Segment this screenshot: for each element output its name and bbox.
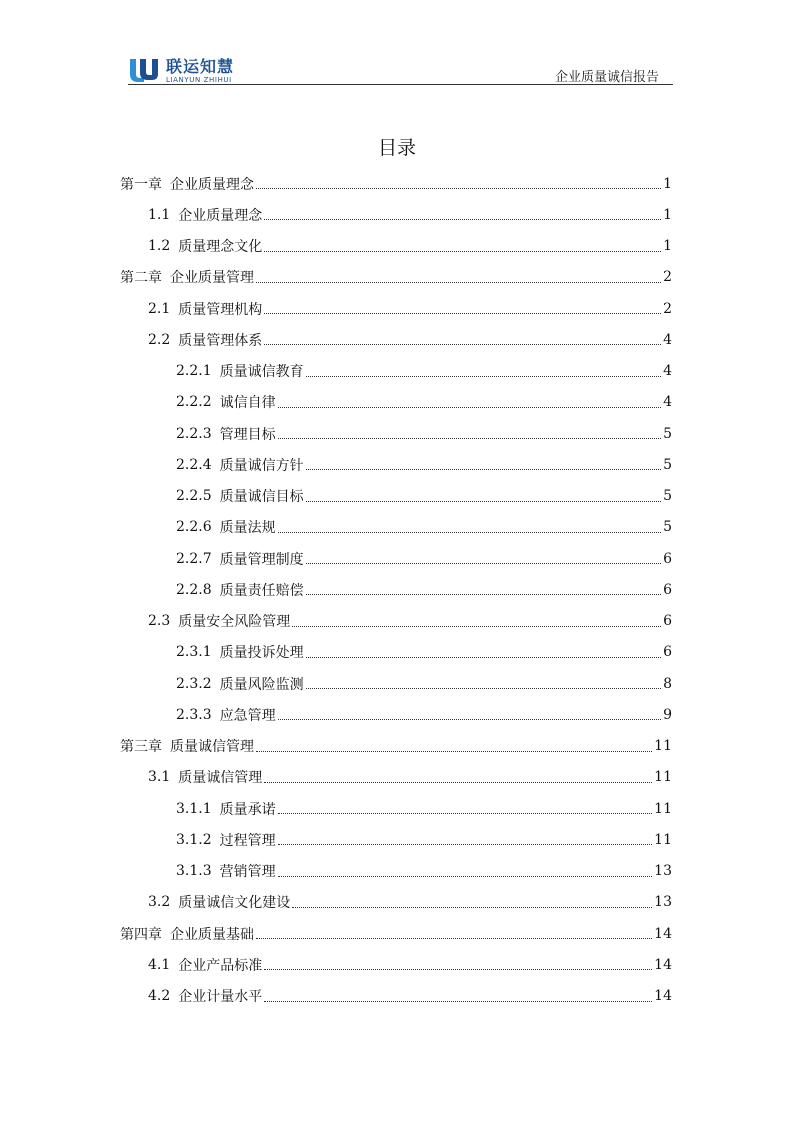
toc-entry[interactable] xyxy=(120,481,672,512)
toc-entry-number: 2.2.1 xyxy=(176,363,212,380)
toc-entry-label: 质量诚信文化建设 xyxy=(178,895,291,912)
toc-entry-page: 4 xyxy=(663,363,672,380)
toc-entry-number: 1.1 xyxy=(148,206,171,223)
toc-entry-label: 质量管理制度 xyxy=(219,551,304,568)
toc-dot-leader xyxy=(264,782,652,783)
toc-entry[interactable] xyxy=(120,324,672,355)
toc-entry-number: 2.2.4 xyxy=(176,456,212,473)
toc-entry-label: 企业质量基础 xyxy=(170,926,254,943)
toc-entry[interactable] xyxy=(120,887,672,918)
toc-dot-leader xyxy=(278,813,653,814)
toc-entry-page: 1 xyxy=(663,175,672,192)
toc-dot-leader xyxy=(292,907,652,908)
toc-entry-label: 过程管理 xyxy=(219,832,276,849)
toc-entry-page: 5 xyxy=(663,456,672,473)
toc-entry-page: 6 xyxy=(663,644,672,661)
toc-entry-page: 11 xyxy=(654,800,672,817)
toc-entry[interactable] xyxy=(120,981,672,1012)
page-header xyxy=(128,58,673,86)
toc-dot-leader xyxy=(264,313,661,314)
toc-entry[interactable] xyxy=(120,762,672,793)
toc-entry-page: 2 xyxy=(663,300,672,317)
toc-entry-page: 13 xyxy=(654,894,672,911)
logo-icon xyxy=(128,58,162,82)
toc-entry-page: 13 xyxy=(654,863,672,880)
toc-dot-leader xyxy=(278,438,661,439)
toc-entry-number: 第四章 xyxy=(120,926,162,943)
toc-entry-label: 质量承诺 xyxy=(219,801,276,818)
toc-entry[interactable] xyxy=(120,574,672,605)
toc-entry-label: 质量投诉处理 xyxy=(219,645,304,662)
toc-entry-label: 企业质量理念 xyxy=(178,207,263,224)
toc-entry-number: 2.2.6 xyxy=(176,519,212,536)
toc-entry-label: 诚信自律 xyxy=(219,395,276,412)
toc-entry[interactable] xyxy=(120,293,672,324)
toc-entry[interactable] xyxy=(120,512,672,543)
toc-entry-page: 5 xyxy=(663,488,672,505)
toc-dot-leader xyxy=(278,876,653,877)
toc-dot-leader xyxy=(306,469,661,470)
toc-entry-number: 3.1.3 xyxy=(176,863,212,880)
toc-dot-leader xyxy=(306,501,661,502)
toc-entry-label: 质量诚信目标 xyxy=(219,489,304,506)
toc-entry-page: 8 xyxy=(663,675,672,692)
toc-entry-page: 5 xyxy=(663,519,672,536)
toc-entry-page: 6 xyxy=(663,613,672,630)
toc-dot-leader xyxy=(292,626,661,627)
toc-dot-leader xyxy=(306,376,661,377)
toc-entry[interactable] xyxy=(120,231,672,262)
toc-entry[interactable] xyxy=(120,356,672,387)
toc-entry[interactable] xyxy=(120,387,672,418)
toc-dot-leader xyxy=(256,188,661,189)
toc-entry-number: 第二章 xyxy=(120,270,162,287)
toc-entry[interactable] xyxy=(120,824,672,855)
toc-entry-number: 3.1 xyxy=(148,769,171,786)
toc-entry-label: 质量理念文化 xyxy=(178,239,263,256)
toc-entry[interactable] xyxy=(120,168,672,199)
toc-entry-number: 2.3 xyxy=(148,613,171,630)
toc-entry-number: 4.2 xyxy=(148,988,171,1005)
toc-entry-label: 质量风险监测 xyxy=(219,676,304,693)
company-logo xyxy=(128,58,234,86)
toc-entry[interactable] xyxy=(120,418,672,449)
toc-entry-page: 1 xyxy=(663,238,672,255)
toc-entry-page: 2 xyxy=(663,269,672,286)
toc-entry-label: 企业计量水平 xyxy=(178,989,263,1006)
toc-entry[interactable] xyxy=(120,856,672,887)
toc-entry[interactable] xyxy=(120,793,672,824)
toc-entry-page: 14 xyxy=(654,925,672,942)
toc-entry-page: 4 xyxy=(663,331,672,348)
toc-dot-leader xyxy=(278,407,661,408)
toc-entry-page: 11 xyxy=(654,769,672,786)
toc-entry-label: 质量诚信管理 xyxy=(170,739,254,756)
toc-entry[interactable] xyxy=(120,699,672,730)
toc-entry-number: 2.1 xyxy=(148,300,171,317)
toc-entry-label: 质量安全风险管理 xyxy=(178,614,291,631)
toc-entry-page: 9 xyxy=(663,706,672,723)
toc-dot-leader xyxy=(264,1001,652,1002)
toc-dot-leader xyxy=(306,594,661,595)
toc-entry-label: 质量诚信教育 xyxy=(219,364,304,381)
toc-dot-leader xyxy=(256,282,661,283)
toc-entry-page: 11 xyxy=(654,831,672,848)
toc-dot-leader xyxy=(256,751,652,752)
toc-entry[interactable] xyxy=(120,949,672,980)
toc-entry-number: 2.2.7 xyxy=(176,550,212,567)
toc-entry-number: 4.1 xyxy=(148,956,171,973)
toc-entry-label: 应急管理 xyxy=(219,707,276,724)
toc-entry[interactable] xyxy=(120,449,672,480)
toc-entry-number: 2.2.2 xyxy=(176,394,212,411)
toc-entry-label: 质量管理机构 xyxy=(178,301,263,318)
toc-entry-page: 4 xyxy=(663,394,672,411)
toc-entry-page: 6 xyxy=(663,550,672,567)
toc-dot-leader xyxy=(278,532,661,533)
table-of-contents xyxy=(120,168,672,1012)
toc-dot-leader xyxy=(306,563,661,564)
toc-entry-page: 1 xyxy=(663,206,672,223)
toc-entry-number: 2.2.5 xyxy=(176,488,212,505)
toc-entry-label: 质量诚信方针 xyxy=(219,457,304,474)
toc-entry[interactable] xyxy=(120,262,672,293)
toc-entry-number: 2.3.3 xyxy=(176,706,212,723)
toc-entry-label: 营销管理 xyxy=(219,864,276,881)
toc-title: 目录 xyxy=(377,137,416,159)
toc-dot-leader xyxy=(306,688,661,689)
toc-dot-leader xyxy=(264,344,661,345)
toc-entry[interactable] xyxy=(120,918,672,949)
toc-entry-page: 6 xyxy=(663,581,672,598)
header-doc-title: 企业质量诚信报告 xyxy=(554,70,659,85)
toc-entry-number: 2.2.8 xyxy=(176,581,212,598)
toc-entry-number: 3.1.2 xyxy=(176,831,212,848)
toc-dot-leader xyxy=(264,969,652,970)
toc-entry[interactable] xyxy=(120,199,672,230)
toc-entry[interactable] xyxy=(120,731,672,762)
toc-entry-number: 2.3.1 xyxy=(176,644,212,661)
toc-entry-page: 5 xyxy=(663,425,672,442)
toc-dot-leader xyxy=(278,844,653,845)
toc-entry[interactable] xyxy=(120,637,672,668)
toc-entry-number: 2.2.3 xyxy=(176,425,212,442)
toc-entry-label: 质量法规 xyxy=(219,520,276,537)
toc-entry-label: 质量责任赔偿 xyxy=(219,582,304,599)
toc-entry-page: 14 xyxy=(654,956,672,973)
toc-entry-label: 质量诚信管理 xyxy=(178,770,263,787)
logo-chinese-name: 联运知慧 xyxy=(166,57,235,76)
toc-entry-label: 企业质量理念 xyxy=(170,176,254,193)
logo-english-name: LIANYUN ZHIHUI xyxy=(166,76,232,84)
toc-entry-label: 质量管理体系 xyxy=(178,332,263,349)
toc-entry-page: 11 xyxy=(654,738,672,755)
toc-entry-number: 3.1.1 xyxy=(176,800,212,817)
logo-text xyxy=(166,58,234,84)
toc-dot-leader xyxy=(264,251,661,252)
toc-entry-number: 第一章 xyxy=(120,176,162,193)
toc-entry-number: 第三章 xyxy=(120,739,162,756)
toc-entry[interactable] xyxy=(120,543,672,574)
toc-entry-label: 管理目标 xyxy=(219,426,276,443)
toc-entry-number: 3.2 xyxy=(148,894,171,911)
toc-entry-number: 2.2 xyxy=(148,331,171,348)
toc-entry[interactable] xyxy=(120,668,672,699)
toc-dot-leader xyxy=(278,719,661,720)
header-divider xyxy=(128,84,673,85)
toc-entry[interactable] xyxy=(120,606,672,637)
toc-entry-label: 企业质量管理 xyxy=(170,270,254,287)
toc-dot-leader xyxy=(256,938,652,939)
toc-dot-leader xyxy=(264,219,661,220)
toc-entry-number: 2.3.2 xyxy=(176,675,212,692)
toc-entry-page: 14 xyxy=(654,988,672,1005)
toc-entry-number: 1.2 xyxy=(148,238,171,255)
toc-dot-leader xyxy=(306,657,661,658)
toc-entry-label: 企业产品标准 xyxy=(178,957,263,974)
